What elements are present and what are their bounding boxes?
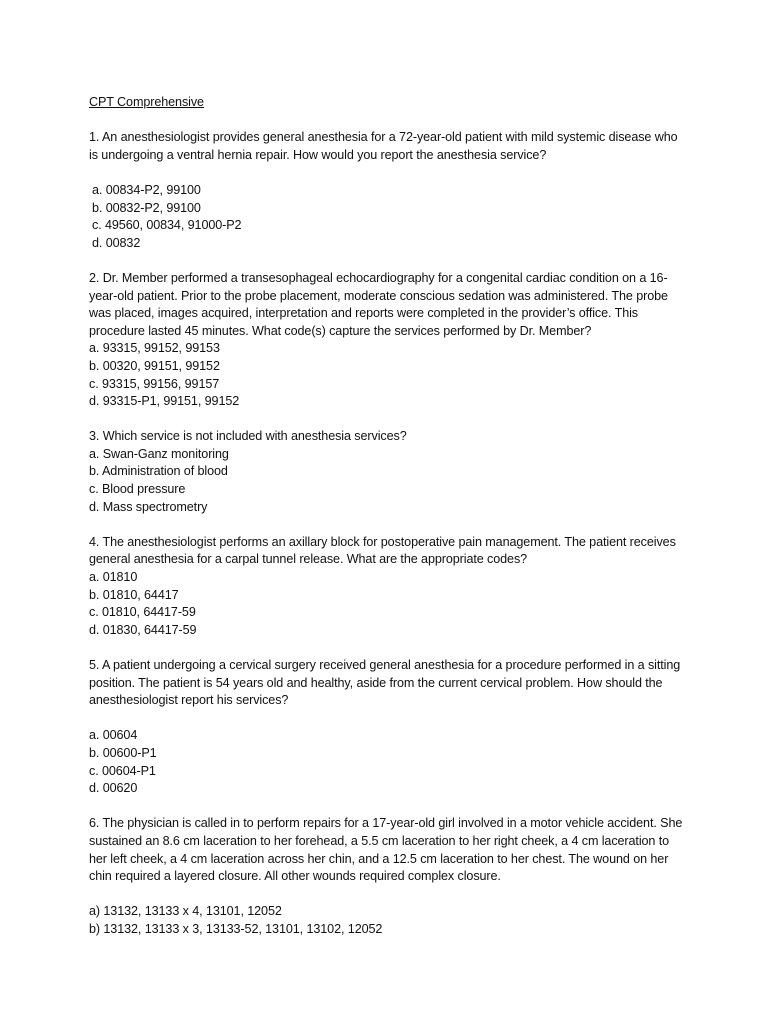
answer-option: c. 49560, 00834, 91000-P2 [92,218,242,233]
answer-option: d. 00832 [92,235,141,250]
answer-option: a. Swan-Ganz monitoring [89,446,229,461]
answer-options [89,446,689,516]
answer-options [89,569,689,639]
answer-option: d. 01830, 64417-59 [89,622,197,637]
answer-option: b) 13132, 13133 x 3, 13133-52, 13101, 13102, 12052 [89,921,383,936]
answer-option: d. Mass spectrometry [89,499,208,514]
answer-option: a. 93315, 99152, 99153 [89,341,220,356]
answer-option: d. 93315-P1, 99151, 99152 [89,394,240,409]
answer-options [89,340,689,410]
question-2 [89,270,689,411]
answer-option: c. Blood pressure [89,482,186,497]
document-page [89,94,689,956]
question-5 [89,657,689,798]
answer-option: c. 00604-P1 [89,763,156,778]
answer-option: b. 01810, 64417 [89,587,179,602]
question-6 [89,815,689,938]
answer-option: c. 93315, 99156, 99157 [89,376,220,391]
answer-option: d. 00620 [89,781,138,796]
answer-option: b. 00600-P1 [89,745,157,760]
document-title: CPT Comprehensive [89,95,204,109]
question-text: 5. A patient undergoing a cervical surgery received general anesthesia for a procedure performed in a sitting position. The patient is 54 years old and healthy, aside from the current cervical problem. How should the anesthesiologist report his services? [89,658,681,708]
answer-options [89,903,689,938]
answer-option: a. 01810 [89,570,138,585]
question-text: 2. Dr. Member performed a transesophageal echocardiography for a congenital cardiac condition on a 16-year-old patient. Prior to the probe placement, moderate conscious sedation was administered. The probe was placed, images acquired, interpretation and reports were completed in the provider’s office. This procedure lasted 45 minutes. What code(s) capture the services performed by Dr. Member? [89,270,668,338]
answer-option: a. 00834-P2, 99100 [92,182,201,197]
question-1 [89,129,689,252]
answer-option: a. 00604 [89,728,138,743]
question-text: 4. The anesthesiologist performs an axillary block for postoperative pain management. The patient receives general anesthesia for a carpal tunnel release. What are the appropriate codes? [89,534,676,567]
answer-option: b. Administration of blood [89,464,228,479]
question-text: 3. Which service is not included with anesthesia services? [89,429,407,444]
answer-option: a) 13132, 13133 x 4, 13101, 12052 [89,904,282,919]
question-text: 1. An anesthesiologist provides general anesthesia for a 72-year-old patient with mild systemic disease who is undergoing a ventral hernia repair. How would you report the anesthesia service? [89,130,678,162]
answer-option: b. 00320, 99151, 99152 [89,358,220,373]
answer-option: c. 01810, 64417-59 [89,605,196,620]
question-3 [89,428,689,516]
question-4 [89,534,689,640]
answer-options [89,182,689,252]
answer-options [89,727,689,797]
question-text: 6. The physician is called in to perform repairs for a 17-year-old girl involved in a motor vehicle accident. She sustained an 8.6 cm laceration to her forehead, a 5.5 cm laceration to her right cheek, a 4 cm laceration to her left cheek, a 4 cm laceration across her chin, and a 12.5 cm laceration to her chest. The wound on her chin required a layered closure. All other wounds required complex closure. [89,816,683,884]
answer-option: b. 00832-P2, 99100 [92,200,201,215]
